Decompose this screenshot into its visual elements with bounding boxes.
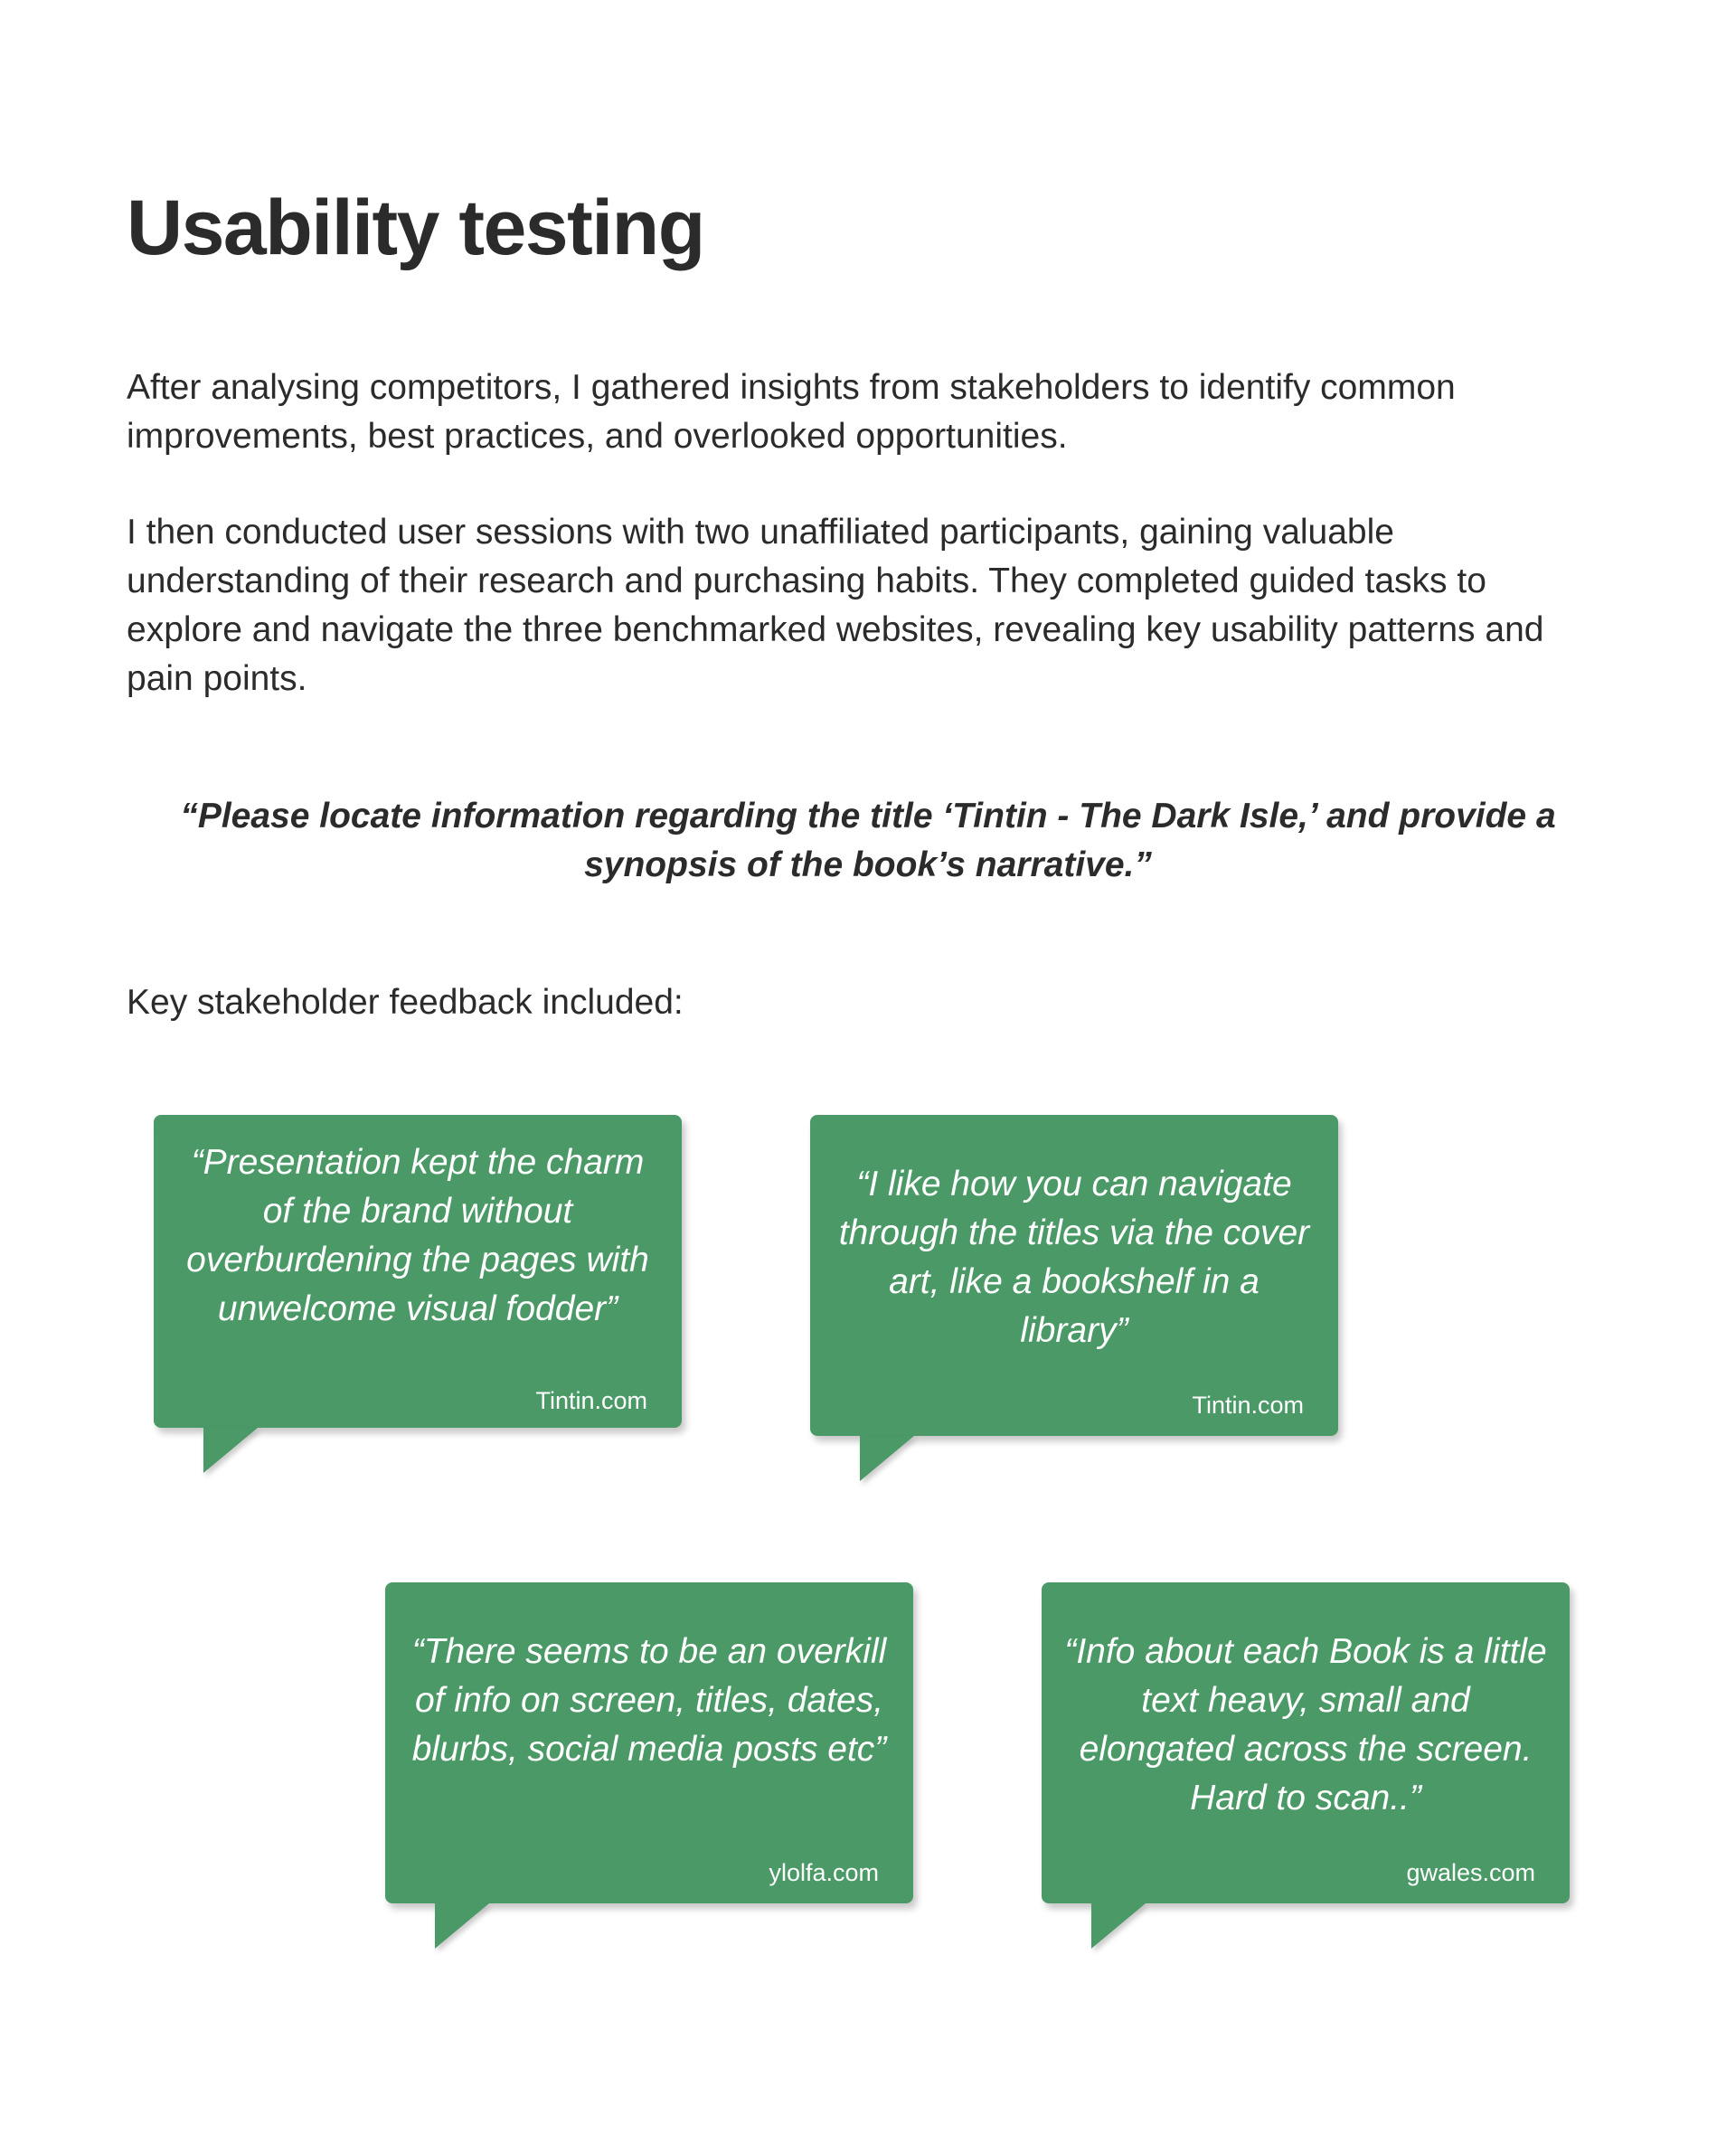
task-quote: “Please locate information regarding the title ‘Tintin - The Dark Isle,’ and provide a synopsis of the book’s narrative.”: [180, 797, 1556, 884]
feedback-source: Tintin.com: [535, 1387, 647, 1414]
feedback-label: Key stakeholder feedback included:: [127, 983, 684, 1022]
feedback-quote: “I like how you can navigate through the titles via the cover art, like a bookshelf in a library”: [838, 1165, 1310, 1350]
feedback-quote: “Info about each Book is a little text heavy, small and elongated across the screen. Hard to scan..”: [1064, 1632, 1547, 1817]
feedback-source: Tintin.com: [1192, 1392, 1304, 1419]
speech-tail-icon: [435, 1903, 489, 1949]
feedback-bubble: [154, 1115, 682, 1428]
feedback-source: gwales.com: [1406, 1859, 1535, 1886]
speech-tail-icon: [860, 1436, 914, 1481]
speech-tail-icon: [203, 1428, 258, 1473]
feedback-quote: “Presentation kept the charm of the brand without overburdening the pages with unwelcome visual fodder”: [186, 1143, 649, 1328]
feedback-bubble: [1042, 1582, 1570, 1903]
feedback-quote: “There seems to be an overkill of info on screen, titles, dates, blurbs, social media posts etc”: [411, 1632, 887, 1769]
intro-paragraph-1: After analysing competitors, I gathered insights from stakeholders to identify common improvements, best practices, and overlooked opportunities.: [127, 368, 1456, 456]
page-title: Usability testing: [127, 184, 704, 271]
speech-tail-icon: [1091, 1903, 1146, 1949]
feedback-source: ylolfa.com: [769, 1859, 879, 1886]
feedback-bubble: [385, 1582, 913, 1903]
feedback-bubble: [810, 1115, 1338, 1436]
intro-paragraph-2: I then conducted user sessions with two unaffiliated participants, gaining valuable understanding of their research and purchasing habits. They completed guided tasks to explore and navigate the three benchmarked websites, revealing key usability patterns and pain points.: [127, 513, 1544, 698]
